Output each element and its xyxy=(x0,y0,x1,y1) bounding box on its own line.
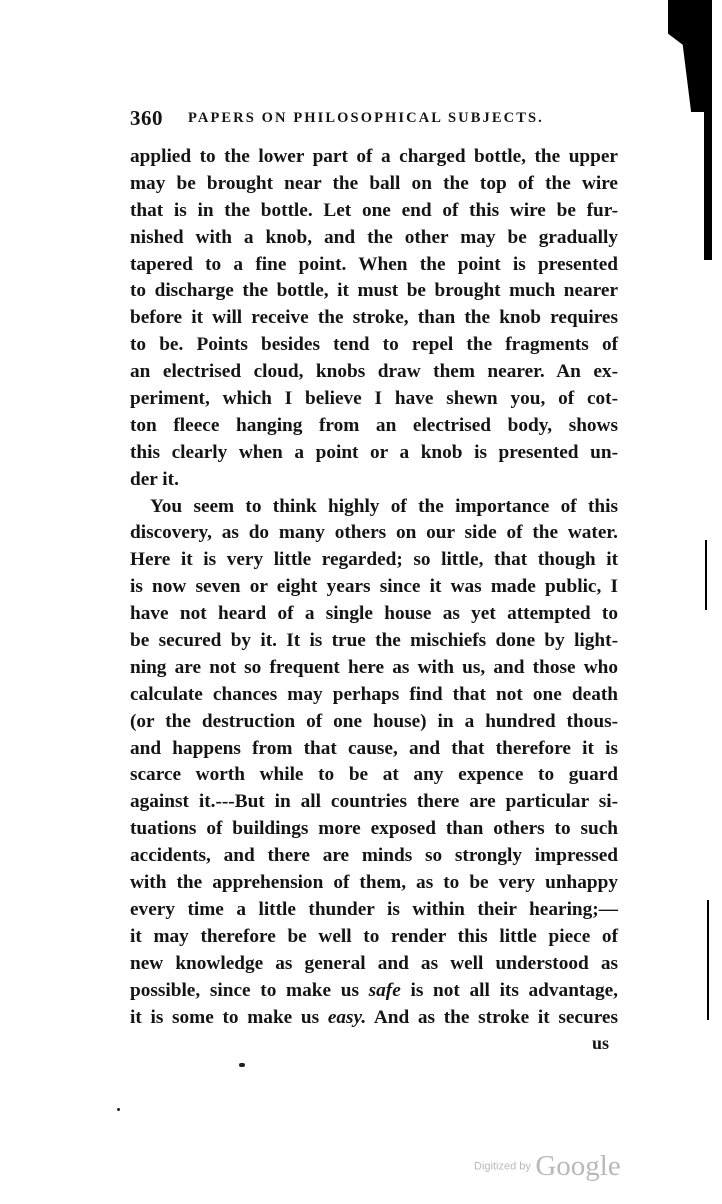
text-line: (or the destruction of one house) in a hundred thous- xyxy=(130,710,618,732)
page-number: 360 xyxy=(130,106,163,130)
text-line: it may therefore be well to render this little piece of xyxy=(130,925,618,947)
catchword: us xyxy=(592,1033,610,1053)
digitized-by-google-watermark xyxy=(474,1150,621,1183)
text-line: every time a little thunder is within their hearing;— xyxy=(130,898,618,920)
scan-edge-tick-1 xyxy=(705,540,707,610)
text-line: to be. Points besides tend to repel the fragments of xyxy=(130,334,618,356)
text-line: You seem to think highly of the importance of this xyxy=(150,495,618,517)
text-line: periment, which I believe I have shewn you, of cot- xyxy=(130,388,618,410)
page-header xyxy=(130,106,620,130)
text-line: new knowledge as general and as well understood as xyxy=(130,952,618,974)
text-line: against it.---But in all countries there are particular si- xyxy=(130,791,618,813)
text-line: ning are not so frequent here as with us, and those who xyxy=(130,656,618,678)
text-line: discovery, as do many others on our side of the water. xyxy=(130,522,618,544)
text-line: nished with a knob, and the other may be gradually xyxy=(130,226,618,248)
text-line: an electrised cloud, knobs draw them nearer. An ex- xyxy=(130,361,618,383)
running-head: PAPERS ON PHILOSOPHICAL SUBJECTS. xyxy=(188,110,544,126)
scan-edge-mark-right xyxy=(704,0,712,260)
text-line: tapered to a fine point. When the point is presented xyxy=(130,253,618,275)
google-logo: Google xyxy=(535,1150,621,1182)
text-line: accidents, and there are minds so strongly impressed xyxy=(130,845,618,867)
text-line: and happens from that cause, and that therefore it is xyxy=(130,737,618,759)
text-line: calculate chances may perhaps find that not one death xyxy=(130,683,618,705)
text-line: this clearly when a point or a knob is presented un- xyxy=(130,441,618,463)
text-line: that is in the bottle. Let one end of this wire be fur- xyxy=(130,199,618,221)
scan-edge-tick-2 xyxy=(707,900,709,1020)
text-line: scarce worth while to be at any expence to guard xyxy=(130,764,618,786)
body-text xyxy=(130,144,618,1031)
watermark-prefix: Digitized by xyxy=(474,1160,531,1173)
text-line: is now seven or eight years since it was made public, I xyxy=(130,576,618,598)
text-line: it is some to make us easy. And as the stroke it secures xyxy=(130,1006,618,1028)
text-line: ton fleece hanging from an electrised body, shows xyxy=(130,414,618,436)
text-line: with the apprehension of them, as to be very unhappy xyxy=(130,872,618,894)
text-line: applied to the lower part of a charged bottle, the upper xyxy=(130,146,618,167)
text-line: may be brought near the ball on the top of the wire xyxy=(130,172,618,194)
text-line: tuations of buildings more exposed than others to such xyxy=(130,818,618,840)
text-line: be secured by it. It is true the mischiefs done by light- xyxy=(130,630,618,652)
text-line: before it will receive the stroke, than the knob requires xyxy=(130,307,618,329)
ink-speck xyxy=(117,1108,120,1111)
text-line: der it. xyxy=(130,468,179,490)
ink-speck xyxy=(239,1063,245,1067)
text-line: possible, since to make us safe is not all its advantage, xyxy=(130,979,618,1001)
text-line: have not heard of a single house as yet attempted to xyxy=(130,603,618,625)
text-line: Here it is very little regarded; so little, that though it xyxy=(130,549,618,571)
text-line: to discharge the bottle, it must be brought much nearer xyxy=(130,280,618,302)
